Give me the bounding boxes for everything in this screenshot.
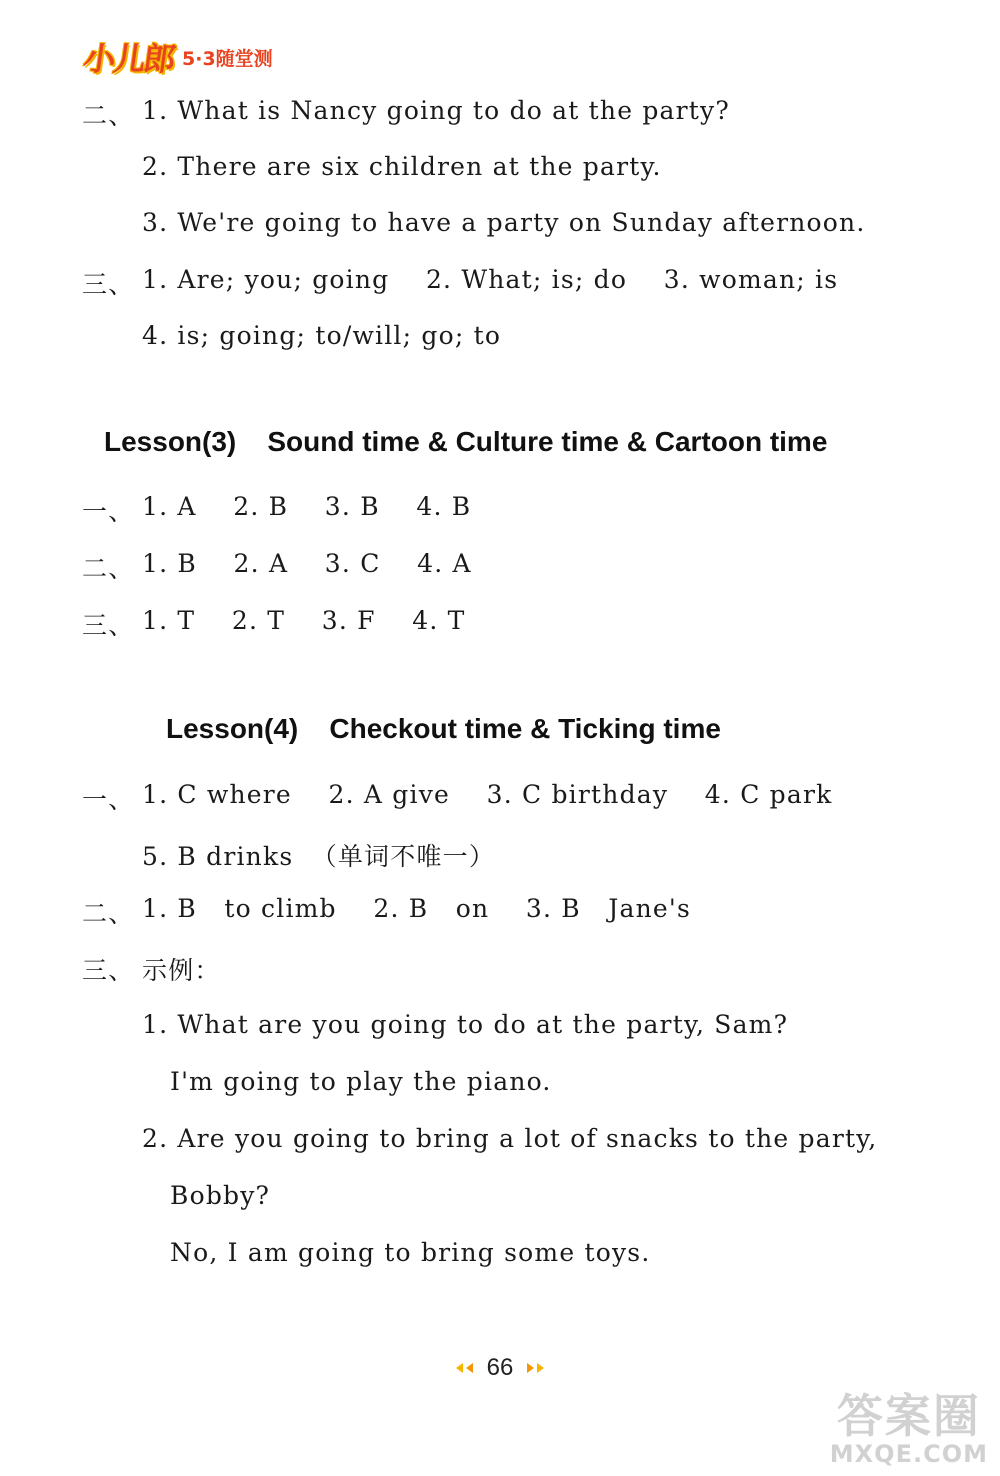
answer-line: 1. What are you going to do at the party, Sam?	[142, 1010, 789, 1039]
section-label-1: 一、	[82, 785, 135, 814]
prev-arrows-icon	[456, 1363, 473, 1373]
answer-line: Bobby?	[170, 1181, 271, 1210]
answer-line: 4. is; going; to/will; go; to	[142, 321, 502, 350]
section-label-3: 三、	[82, 611, 135, 640]
series-text: 5·3随堂测	[182, 47, 273, 70]
lesson4-heading: Lesson(4) Checkout time & Ticking time	[166, 713, 721, 744]
answer-line: 1. B to climb 2. B on 3. B Jane's	[142, 894, 692, 923]
section-label-2: 二、	[82, 554, 135, 583]
answer-line: 1. B 2. A 3. C 4. A	[142, 549, 472, 578]
lesson3-heading: Lesson(3) Sound time & Culture time & Cartoon time	[104, 426, 828, 457]
watermark-url: MXQE.COM	[829, 1440, 988, 1468]
page-footer	[0, 1354, 1000, 1382]
answer-line: 3. We're going to have a party on Sunday afternoon.	[142, 208, 866, 237]
answer-line: 1. Are; you; going 2. What; is; do 3. woman; is	[142, 265, 839, 294]
answer-line: 2. There are six children at the party.	[142, 152, 662, 181]
section-label-3: 三、	[82, 956, 135, 985]
section-label-2: 二、	[82, 101, 135, 130]
page-number: 66	[486, 1354, 514, 1381]
publisher-logo	[81, 34, 273, 80]
watermark-cn: 答案圈	[836, 1389, 981, 1443]
answer-line: 1. A 2. B 3. B 4. B	[142, 492, 472, 521]
answer-line: 1. C where 2. A give 3. C birthday 4. C park	[142, 780, 833, 809]
example-label: 示例：	[142, 956, 221, 985]
next-arrows-icon	[527, 1363, 544, 1373]
section-label-2: 二、	[82, 899, 135, 928]
answer-line: No, I am going to bring some toys.	[170, 1238, 651, 1267]
answer-line: I'm going to play the piano.	[170, 1067, 552, 1096]
logo-text: 小儿郎	[81, 40, 177, 78]
section-label-3: 三、	[82, 270, 135, 299]
answer-line: 1. T 2. T 3. F 4. T	[142, 606, 466, 635]
answer-line: 5. B drinks （单词不唯一）	[142, 842, 496, 871]
answer-line: 2. Are you going to bring a lot of snacks to the party,	[142, 1124, 878, 1153]
section-label-1: 一、	[82, 497, 135, 526]
watermark	[830, 1380, 988, 1468]
answer-line: 1. What is Nancy going to do at the party?	[142, 96, 730, 125]
